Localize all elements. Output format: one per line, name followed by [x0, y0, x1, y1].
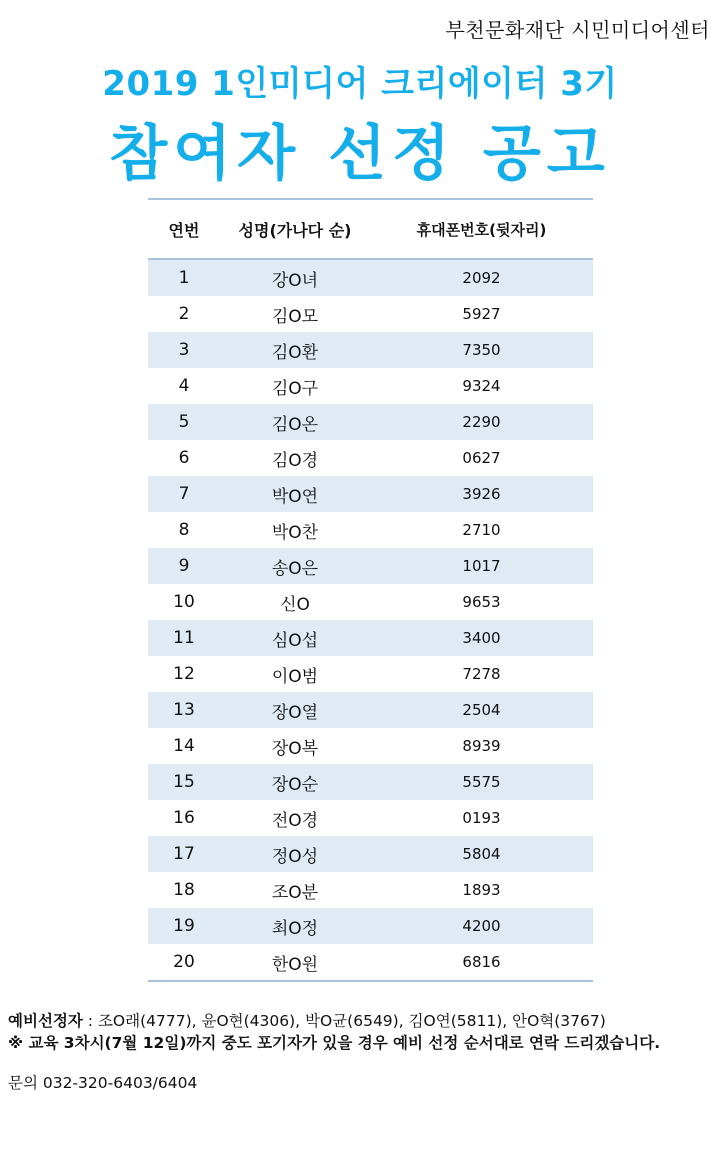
phone-suffix: 9653	[462, 593, 501, 611]
table-row	[148, 332, 593, 368]
phone-suffix: 0193	[462, 809, 501, 827]
table-row	[148, 836, 593, 872]
column-header-no: 연번	[168, 220, 200, 240]
table-row	[148, 764, 593, 800]
phone-suffix: 5575	[462, 773, 501, 791]
row-number: 2	[178, 304, 190, 324]
reserve-label: 예비선정자	[8, 1012, 83, 1030]
phone-suffix: 5804	[462, 845, 501, 863]
table-row	[148, 620, 593, 656]
phone-suffix: 1017	[462, 557, 501, 575]
row-number: 18	[173, 880, 195, 900]
table-row	[148, 512, 593, 548]
row-number: 19	[173, 916, 195, 936]
participant-name: 장O열	[271, 702, 319, 723]
participant-name: 전O경	[271, 810, 319, 831]
participant-name: 박O연	[271, 486, 319, 507]
table-row	[148, 584, 593, 620]
table-row	[148, 728, 593, 764]
participant-name: 최O정	[271, 918, 319, 939]
participant-name: 김O경	[271, 450, 319, 471]
title-line-1: 2019 1인미디어 크리에이터 3기	[102, 64, 618, 104]
row-number: 6	[178, 448, 190, 468]
participant-name: 장O순	[271, 774, 319, 795]
phone-suffix: 2504	[462, 701, 501, 719]
row-number: 15	[173, 772, 195, 792]
reserve-line	[8, 1010, 660, 1032]
table-body	[148, 260, 593, 980]
phone-suffix: 2092	[462, 269, 501, 287]
participant-name: 이O범	[271, 666, 319, 687]
row-number: 9	[178, 556, 190, 576]
phone-suffix: 7278	[462, 665, 501, 683]
table-row	[148, 548, 593, 584]
table-row	[148, 944, 593, 980]
row-number: 7	[178, 484, 190, 504]
row-number: 14	[173, 736, 195, 756]
table-row	[148, 908, 593, 944]
row-number: 4	[178, 376, 190, 396]
row-number: 20	[173, 952, 195, 972]
contact-info: 문의 032-320-6403/6404	[8, 1074, 198, 1092]
participant-name: 김O환	[271, 342, 319, 363]
footer	[8, 1010, 660, 1094]
table-row	[148, 440, 593, 476]
row-number: 12	[173, 664, 195, 684]
table-row	[148, 476, 593, 512]
table-row	[148, 404, 593, 440]
participant-name: 조O분	[271, 882, 319, 903]
table-row	[148, 800, 593, 836]
participants-table	[148, 198, 593, 982]
phone-suffix: 0627	[462, 449, 501, 467]
participant-name: 송O은	[271, 558, 319, 579]
row-number: 11	[173, 628, 195, 648]
phone-suffix: 2710	[462, 521, 501, 539]
row-number: 10	[173, 592, 195, 612]
phone-suffix: 4200	[462, 917, 501, 935]
participant-name: 강O녀	[271, 270, 319, 291]
table-row	[148, 872, 593, 908]
row-number: 1	[178, 268, 190, 288]
table-row	[148, 368, 593, 404]
participant-name: 한O원	[271, 954, 319, 975]
participant-name: 신O	[280, 594, 310, 615]
organization-name: 부천문화재단 시민미디어센터	[445, 18, 710, 42]
row-number: 8	[178, 520, 190, 540]
phone-suffix: 1893	[462, 881, 501, 899]
phone-suffix: 5927	[462, 305, 501, 323]
row-number: 17	[173, 844, 195, 864]
participant-name: 심O섭	[271, 630, 319, 651]
participant-name: 김O온	[271, 414, 319, 435]
column-header-name: 성명(가나다 순)	[238, 220, 352, 240]
participant-name: 김O모	[271, 306, 319, 327]
phone-suffix: 2290	[462, 413, 501, 431]
participant-name: 장O복	[271, 738, 319, 759]
row-number: 16	[173, 808, 195, 828]
phone-suffix: 3926	[462, 485, 501, 503]
notice-text: ※ 교육 3차시(7월 12일)까지 중도 포기자가 있을 경우 예비 선정 순서대로 연락 드리겠습니다.	[8, 1034, 661, 1052]
row-number: 5	[178, 412, 190, 432]
participant-name: 김O구	[271, 378, 319, 399]
table-header	[148, 200, 593, 260]
phone-suffix: 6816	[462, 953, 501, 971]
table-row	[148, 296, 593, 332]
table-row	[148, 260, 593, 296]
page-title: 참여자 선정 공고	[109, 119, 611, 189]
phone-suffix: 7350	[462, 341, 501, 359]
row-number: 3	[178, 340, 190, 360]
row-number: 13	[173, 700, 195, 720]
phone-suffix: 8939	[462, 737, 501, 755]
table-row	[148, 692, 593, 728]
column-header-phone: 휴대폰번호(뒷자리)	[416, 220, 547, 239]
table-row	[148, 656, 593, 692]
phone-suffix: 3400	[462, 629, 501, 647]
participant-name: 정O성	[271, 846, 319, 867]
reserve-list: : 조O래(4777), 윤O현(4306), 박O균(6549), 김O연(5811), 안O혁(3767)	[82, 1012, 606, 1030]
phone-suffix: 9324	[462, 377, 501, 395]
participant-name: 박O찬	[271, 522, 319, 543]
